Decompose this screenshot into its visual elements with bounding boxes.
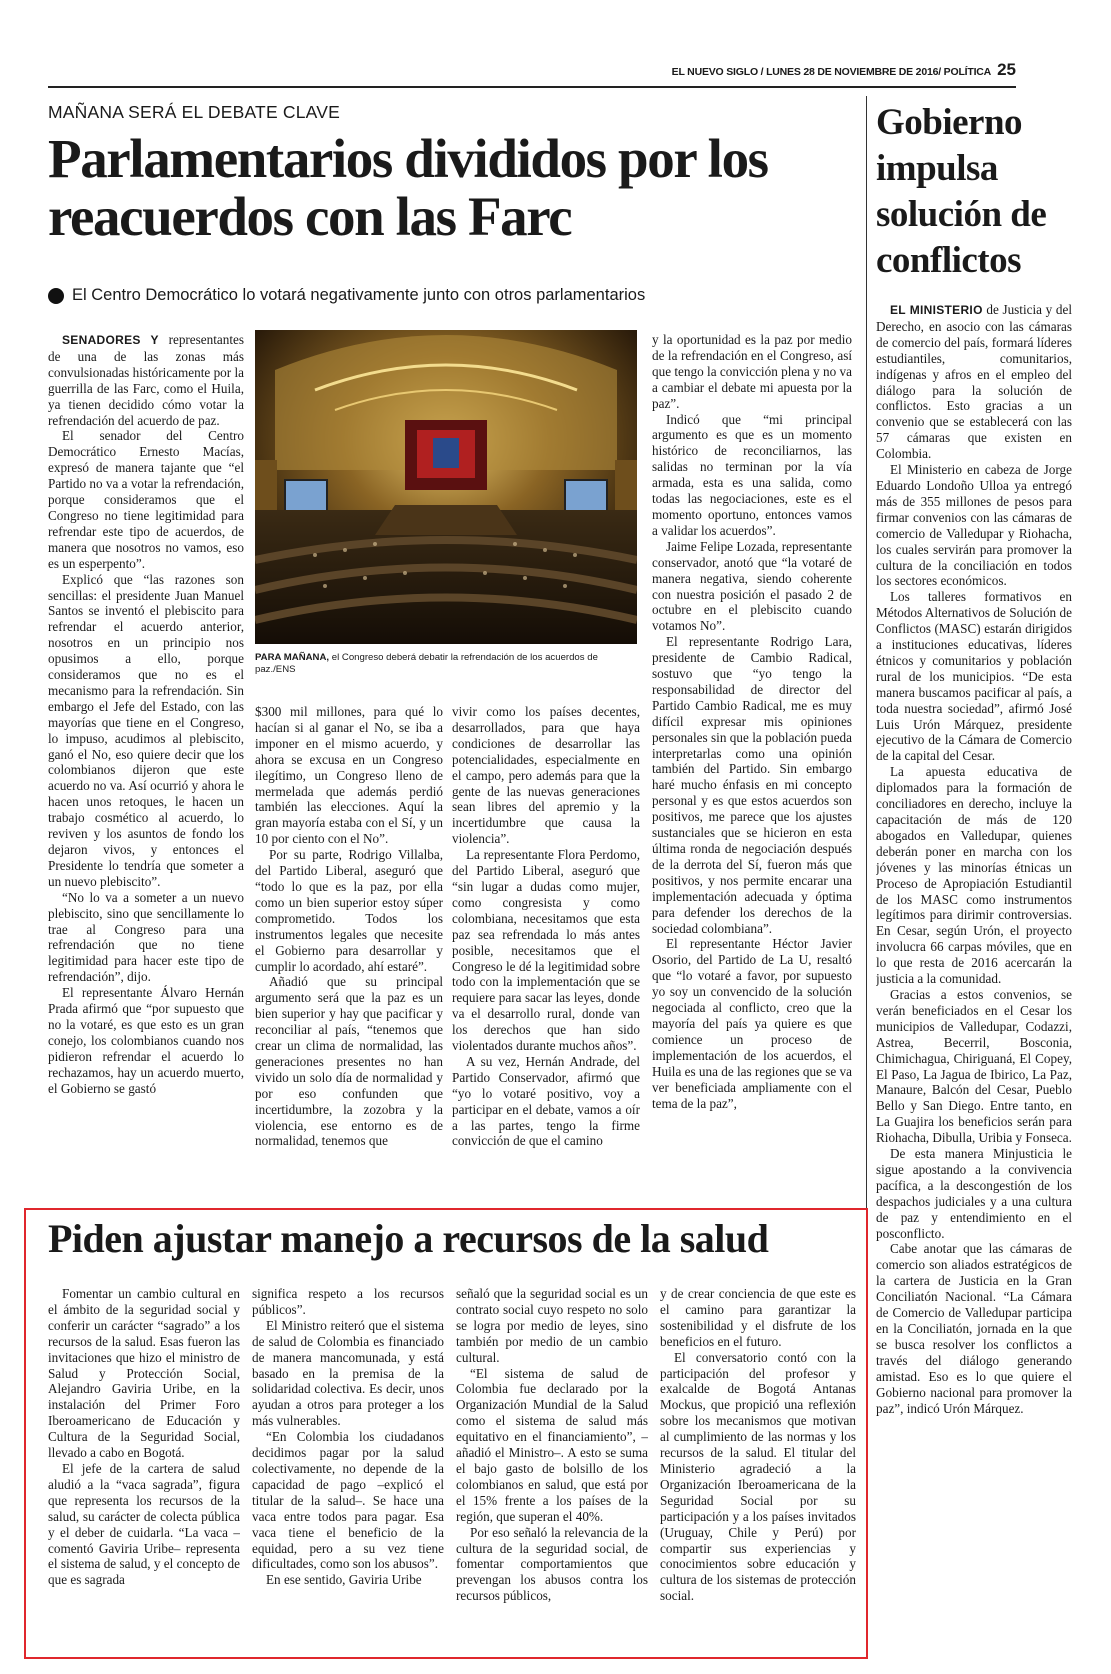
paragraph: Cabe anotar que las cámaras de comercio son aliados estratégicos de la cartera de Justicia en la Gran Conciliatón Nacional. “La Cámara de Comercio de Valledupar participa en la Conciliatón, jornada en la que se busca resolver los conflictos a través del diálogo generando amistad. Eso es lo que quiere el Gobierno nacional para promover la paz”, indicó Urón Márquez. [876, 1241, 1072, 1416]
paragraph: Explicó que “las razones son sencillas: el presidente Juan Manuel Santos se inventó el plebiscito para refrendar el acuerdo anterior, nosotros en un principio nos opusimos a ello, porque consideramos que no es el mecanismo para la refrendación. Sin embargo el Jefe del Estado, con las mayorías que tiene en el Congreso, lo impuso, acudimos al plebiscito, ganó el No, eso quiere decir que los colombianos dijeron que este acuerdo no va. Así ocurrió y ahora le hacen unos retoques, le hacen un trabajo cosmético al acuerdo, lo reviven y los asuntos de fondo los dejaron vivos, y entonces el Presidente lo tendría que someter a un nuevo plebiscito”. [48, 571, 244, 889]
main-col-1 [48, 332, 244, 1192]
deck-text: El Centro Democrático lo votará negativamente junto con otros parlamentarios [72, 286, 646, 304]
paragraph: Los talleres formativos en Métodos Alternativos de Solución de Conflictos (MASC) estarán dirigidos a instituciones educativas, líderes étnicos y comunitarios y población rural de los municipios. “De esta manera buscamos pacificar al país, a toda nuestra sociedad”, afirmó José Luis Urón Márquez, presidente ejecutivo de la Cámara de Comercio de la capital del Cesar. [876, 589, 1072, 764]
paragraph: En ese sentido, Gaviria Uribe [266, 1572, 422, 1588]
main-col1-p0 [48, 332, 244, 428]
congress-chamber-image [255, 330, 637, 644]
paragraph: de Justicia y del Derecho, en asocio con las cámaras de comercio del país, formará líderes estudiantiles, comunitarios, indígenas y afros en el empleo del diálogo para la solución de conflictos. Esto gracias a un convenio que se establecerá con las 57 cámaras que existen en Colombia. [876, 302, 1072, 462]
sidebar-lead-in: EL MINISTERIO [890, 303, 983, 317]
caption-label: PARA MAÑANA, [255, 652, 330, 663]
lead-in: SENADORES Y [62, 333, 159, 347]
bullet-icon [48, 288, 64, 304]
main-kicker: MAÑANA SERÁ EL DEBATE CLAVE [48, 102, 340, 122]
folio-text: EL NUEVO SIGLO / LUNES 28 DE NOVIEMBRE DE 2016/ POLÍTICA [671, 66, 992, 78]
paragraph: El Ministro reiteró que el sistema de salud de Colombia es financiado de manera mancomunada, y está basado en la premisa de la solidaridad colectiva. Es decir, unos ayudan a otros para proteger a los más vulnerables. [252, 1317, 444, 1429]
paragraph: significa respeto a los recursos públicos”. [252, 1286, 444, 1317]
paragraph: representantes de una de las zonas más convulsionadas históricamente por la guerrilla de las Farc, como el Huila, ya tienen decidido cómo votar la refrendación del acuerdo de paz. [48, 332, 244, 428]
page-number: 25 [997, 60, 1016, 79]
paragraph: El representante Rodrigo Lara, presidente de Cambio Radical, sostuvo que “yo tengo la responsabilidad de director del Partido Cambio Radical, me es muy difícil expresar mis opiniones personales sin que la población pueda interpretarlas como una opinión también del Partido. Sin embargo haré mucho énfasis en mi concepto personal y es que estos acuerdos son positivos, me parece que los ajustes sustanciales que se hicieron en esta última ronda de negociación después de la derrota del Sí, fueron más que positivos, y nos permite encarar una implementación adecuada y óptima para defender los derechos de la sociedad colombiana”. [652, 634, 852, 936]
paragraph: vivir como los países decentes, desarrollados, para que haya condiciones de desarrollar las potencialidades, especialmente en el campo, pero además para que la gente de las nuevas generaciones sean libres del apremio y la incertidumbre que causa la violencia”. [452, 704, 640, 847]
paragraph: señaló que la seguridad social es un contrato social cuyo respeto no solo se logra por medio de leyes, sino también por medio de un cambio cultural. [456, 1286, 648, 1365]
paragraph: y la oportunidad es la paz por medio de la refrendación en el Congreso, así que tengo la convicción plena y no va a cambiar el debate mi apuesta por la paz”. [652, 332, 852, 411]
sidebar-headline: Gobierno impulsa solución de conflictos [876, 102, 1047, 281]
box-col-2 [252, 1286, 444, 1652]
paragraph: Indicó que “mi principal argumento es que es un momento histórico de reconciliarnos, las salidas no terminan por la vía armada, esta es una salida, como todas las negociaciones, este es el momento oportuno, entonces vamos a validar los acuerdos”. [652, 411, 852, 538]
photo-caption [255, 652, 635, 676]
paragraph: “El sistema de salud de Colombia fue declarado por la Organización Mundial de la Salud como el sistema de salud más equitativo en el financiamiento”, –añadió el Ministro–. A esto se suma el bajo gasto de bolsillo de los colombianos en salud, que está por el 15% frente a los países de la región, que superan el 40%. [456, 1365, 648, 1524]
sidebar-body [876, 302, 1072, 1657]
congress-photo [255, 330, 637, 644]
paragraph: Por su parte, Rodrigo Villalba, del Partido Liberal, aseguró que “todo lo que es la paz, por ella como un bien superior estoy súper comprometido. Todos los instrumentos legales que necesite el Gobierno para desarrollar y cumplir lo acordado, ahí estaré”. [255, 847, 443, 974]
box-headline: Piden ajustar manejo a recursos de la salud [48, 1216, 769, 1261]
paragraph: El conversatorio contó con la participación del profesor y exalcalde de Bogotá Antanas Mockus, que propició una reflexión sobre los mecanismos que motivan al cumplimiento de las normas y los recursos de la salud. El titular del Ministerio agradeció a la Organización Iberoamericana de la Seguridad Social por su participación y a los países invitados (Uruguay, Chile y Perú) por compartir sus experiencias y conocimientos sobre educación y cultura de los sistemas de protección social. [660, 1349, 856, 1604]
main-deck [48, 286, 848, 305]
sidebar-p0 [876, 302, 1072, 462]
paragraph: El Ministerio en cabeza de Jorge Eduardo Londoño Ulloa ya entregó más de 355 millones de pesos para firmar convenios con las cámaras de comercio de Valledupar y Riohacha, los cuales servirán para promover la cultura de la conciliación en todos los sectores económicos. [876, 462, 1072, 589]
page-folio [672, 60, 1016, 82]
box-col-1 [48, 1286, 240, 1652]
box-col-4 [660, 1286, 856, 1652]
paragraph: El representante Héctor Javier Osorio, del Partido de La U, resaltó que “lo votaré a favor, por supuesto yo soy un convencido de la solución negociada al conflicto, creo que la mayoría del país ya quiere es que comience un proceso de implementación de los acuerdos, el Huila es una de las regiones que se va ver beneficiada ampliamente con el tema de la paz”, [652, 936, 852, 1111]
top-rule [48, 86, 1016, 88]
paragraph: $300 mil millones, para qué lo hacían si al ganar el No, se iba a imponer en el mismo acuerdo, y ahora se excusa en un Congreso ilegítimo, un Congreso lleno de mermelada que además perdió también las elecciones. Aquí la gran mayoría estaba con el Sí, y un 10 por ciento con el No”. [255, 704, 443, 847]
main-col-2 [255, 704, 443, 1192]
paragraph: Jaime Felipe Lozada, representante conservador, anotó que “la votaré de manera negativa, siendo coherente con nuestra posición el pasado 2 de octubre en el plebiscito cuando votamos No”. [652, 538, 852, 634]
paragraph: Fomentar un cambio cultural en el ámbito de la seguridad social y conferir un carácter “sagrado” a los recursos de la salud. Esas fueron las invitaciones que hizo el ministro de Salud y Protección Social, Alejandro Gaviria Uribe, en la instalación del Primer Foro Iberoamericano de Educación y Cultura de la Seguridad Social, llevado a cabo en Bogotá. [48, 1286, 240, 1461]
main-headline: Parlamentarios divididos por los reacuerdos con las Farc [48, 128, 768, 247]
paragraph: “No lo va a someter a un nuevo plebiscito, sino que sencillamente lo trae al Congreso para una refrendación que no tiene legitimidad para hacer este tipo de refrendación”, dijo. [48, 889, 244, 985]
paragraph: A su vez, Hernán Andrade, del Partido Conservador, afirmó que “yo lo votaré positivo, voy a participar en el debate, vamos a oír a las partes, tengo la firme convicción de que el camino [452, 1053, 640, 1149]
paragraph: Gracias a estos convenios, se verán beneficiados en el Cesar los municipios de Valledupar, Codazzi, Astrea, Becerril, Bosconia, Chimichagua, Chiriguaná, El Copey, El Paso, La Jagua de Ibirico, La Paz, Manaure, Balcón del Cesar, Pueblo Bello y San Diego. Entre tanto, en La Guajira los beneficios serán para Riohacha, Dibulla, Uribia y Fonseca. [876, 986, 1072, 1146]
paragraph: Añadió que su principal argumento será que la paz es un bien superior y hay que pacificar y reconciliar al país, “tenemos que crear un clima de normalidad, las generaciones presentes no han vivido un solo día de normalidad y por eso confunden que incertidumbre, la zozobra y la violencia, ese entorno es de normalidad, tenemos que [255, 974, 443, 1149]
paragraph: De esta manera Minjusticia le sigue apostando a la convivencia pacífica, a la descongestión de los despachos judiciales y a una cultura de paz y entendimiento en el posconflicto. [876, 1146, 1072, 1241]
box-col-3 [456, 1286, 648, 1652]
caption-text: el Congreso deberá debatir la refrendación de los acuerdos de paz./ENS [255, 652, 598, 675]
paragraph: El senador del Centro Democrático Ernesto Macías, expresó de manera tajante que “el Partido no va a votar la refrendación, porque consideramos que el Congreso no tiene legitimidad para refrendar este tipo de acuerdos, de manera que nosotros no vamos, eso es un esperpento”. [48, 428, 244, 571]
main-col-3 [452, 704, 640, 1192]
paragraph: El representante Álvaro Hernán Prada afirmó que “por supuesto que no la votaré, es que esto es un gran conejo, los colombianos cuando nos pidieron refrendar el acuerdo lo rechazamos, hay un acuerdo muerto, el Gobierno se gastó [48, 985, 244, 1096]
paragraph: La representante Flora Perdomo, del Partido Liberal, aseguró que “sin lugar a dudas como mujer, como congresista y como colombiana, necesitamos que esta paz sea refrendada lo más antes posible, necesitamos que el Congreso le dé la legitimidad sobre todo con la implementación que se requiere para sacar las leyes, donde va el desarrollo rural, donde van los derechos que han sido violentados durante muchos años”. [452, 847, 640, 1054]
paragraph: y de crear conciencia de que este es el camino para garantizar la sostenibilidad y el disfrute de los beneficios en el futuro. [660, 1286, 856, 1349]
paragraph: El jefe de la cartera de salud aludió a la “vaca sagrada”, figura que representa los recursos de la salud, su carácter de colecta pública y el deber de cuidarla. “La vaca –comentó Gaviria Uribe– representa el sistema de salud, y el concepto de que es sagrada [48, 1460, 240, 1588]
paragraph: Por eso señaló la relevancia de la cultura de la seguridad social, de fomentar comportamientos que prevengan los abusos contra los recursos públicos, [456, 1524, 648, 1604]
paragraph: La apuesta educativa de diplomados para la formación de conciliadores en derecho, incluye la capacitación de más de 120 abogados en Valledupar, quienes deberán poner en marcha con los jóvenes y las minorías étnicas un Proceso de Apropiación Estudiantil de los MASC como instrumentos legítimos para dirimir controversias. En Cesar, según Urón, el proyecto involucra 66 carpas móviles, que en lo que resta de 2016 acercarán la justicia a la comunidad. [876, 764, 1072, 987]
paragraph: “En Colombia los ciudadanos decidimos pagar por la salud colectivamente, no depende de la capacidad de pago –explicó el titular de la salud–. Se hace una vaca entre todos para pagar. Esa vaca tiene el beneficio de la equidad, pero a su vez tiene dificultades, como son los abusos”. [252, 1429, 444, 1572]
main-col-4 [652, 332, 852, 1192]
